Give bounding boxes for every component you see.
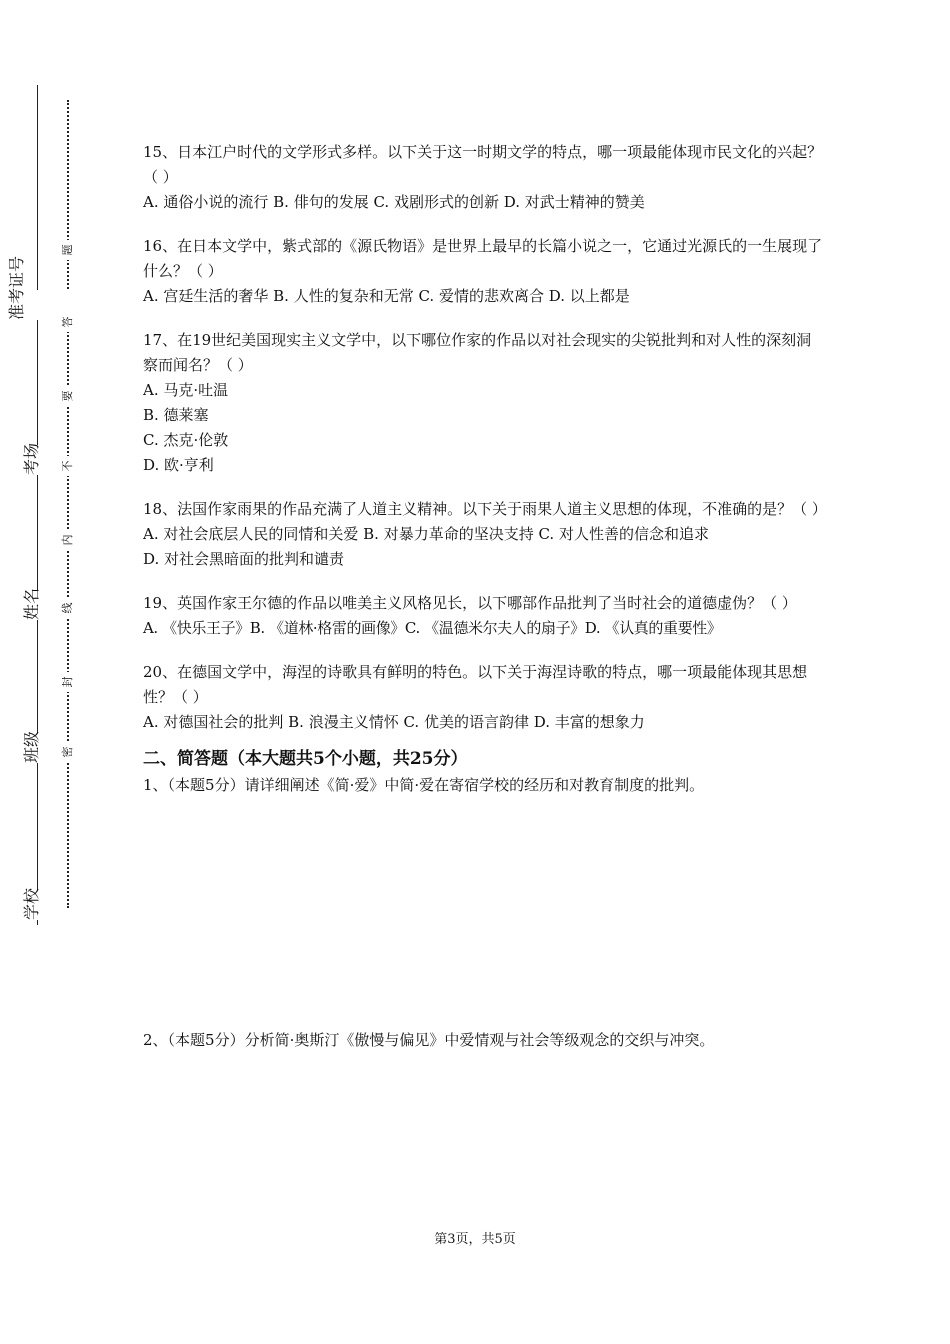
page-footer: 第3页，共5页 [434,1232,516,1247]
question-text: 15、日本江户时代的文学形式多样。以下关于这一时期文学的特点，哪一项最能体现市民文化的兴起？（ ） [143,143,823,186]
question-text: 19、英国作家王尔德的作品以唯美主义风格见长，以下哪部作品批判了当时社会的道德虚伪？（ ） [143,594,797,612]
binding-solid-line [37,85,38,925]
question-options: A. 《快乐王子》B. 《道林·格雷的画像》C. 《温德米尔夫人的扇子》D. 《认真的重要性》 [143,619,722,637]
seal-char-nei: 内 [58,530,78,550]
option-a: A. 马克·吐温 [143,381,229,399]
short-answer-question-1: 1、（本题5分）请详细阐述《简·爱》中简·爱在寄宿学校的经历和对教育制度的批判。 [143,776,705,794]
seal-char-xian: 线 [58,598,78,618]
question-options-line2: D. 对社会黑暗面的批判和谴责 [143,550,345,568]
field-label-class: 班级 [17,733,57,763]
question-17 [143,328,823,478]
field-label-exam-number: 准考证号 [2,290,72,320]
seal-char-ti: 题 [58,240,78,260]
question-15 [143,140,823,215]
question-text: 17、在19世纪美国现实主义文学中，以下哪位作家的作品以对社会现实的尖锐批判和对人性的深刻洞察而闻名？（ ） [143,331,812,374]
question-text: 18、法国作家雨果的作品充满了人道主义精神。以下关于雨果人道主义思想的体现，不准确的是？（ ） [143,500,827,518]
field-label-school: 学校 [17,890,57,920]
field-label-exam-room: 考场 [17,445,57,475]
seal-char-mi: 密 [58,742,78,762]
seal-char-yao: 要 [58,386,78,406]
option-d: D. 欧·亨利 [143,456,214,474]
section-title-short-answer: 二、简答题（本大题共5个小题，共25分） [143,749,468,769]
seal-char-feng: 封 [58,672,78,692]
question-16 [143,234,823,309]
question-text: 16、在日本文学中，紫式部的《源氏物语》是世界上最早的长篇小说之一，它通过光源氏的一生展现了什么？（ ） [143,237,823,280]
question-list [143,140,827,798]
question-options: A. 对德国社会的批判 B. 浪漫主义情怀 C. 优美的语言韵律 D. 丰富的想象力 [143,713,645,731]
binding-dotted-line [67,100,69,908]
field-label-name: 姓名 [17,590,57,620]
question-19 [143,591,823,641]
binding-margin [0,0,110,1344]
question-options: A. 通俗小说的流行 B. 俳句的发展 C. 戏剧形式的创新 D. 对武士精神的赞美 [143,193,645,211]
question-options: A. 对社会底层人民的同情和关爱 B. 对暴力革命的坚决支持 C. 对人性善的信念和追求 [143,525,709,543]
question-18 [143,497,827,572]
seal-char-da: 答 [58,312,78,332]
question-text: 20、在德国文学中，海涅的诗歌具有鲜明的特色。以下关于海涅诗歌的特点，哪一项最能体现其思想性？（ ） [143,663,808,706]
short-answer-question-2: 2、（本题5分）分析简·奥斯汀《傲慢与偏见》中爱情观与社会等级观念的交织与冲突。 [143,1031,715,1049]
question-20 [143,660,823,735]
option-c: C. 杰克·伦敦 [143,431,229,449]
seal-char-bu: 不 [58,456,78,476]
option-b: B. 德莱塞 [143,406,209,424]
question-options: A. 宫廷生活的奢华 B. 人性的复杂和无常 C. 爱情的悲欢离合 D. 以上都是 [143,287,630,305]
